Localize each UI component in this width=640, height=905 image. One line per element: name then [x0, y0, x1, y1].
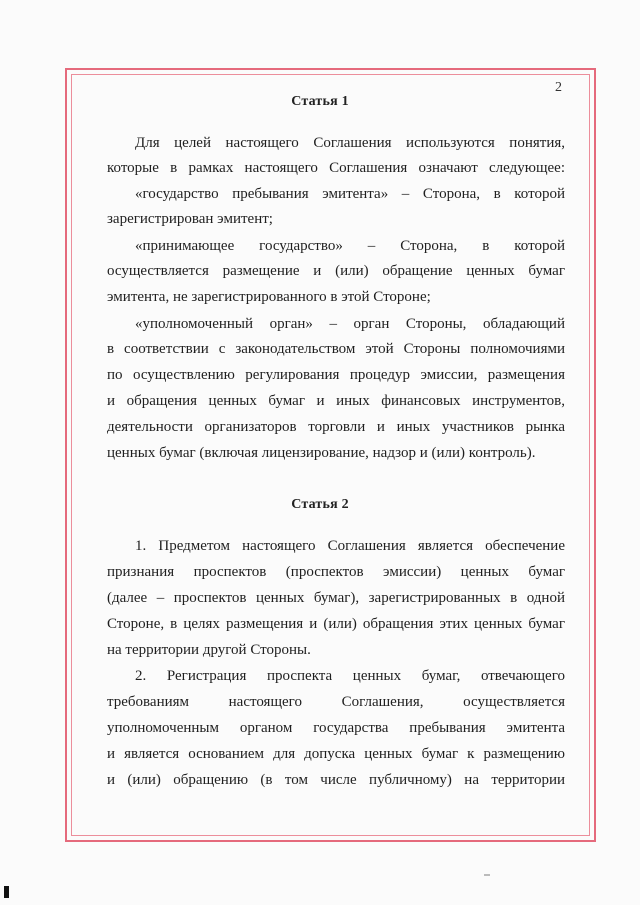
article-2-heading: Статья 2: [291, 497, 349, 512]
text-line: Для целей настоящего Соглашения используются понятия,: [135, 135, 565, 151]
text-line: «государство пребывания эмитента» – Сторона, в которой: [135, 186, 565, 202]
text-line: Стороне, в целях размещения и (или) обращения этих ценных бумаг: [107, 616, 565, 632]
text-line: признания проспектов (проспектов эмиссии) ценных бумаг: [107, 564, 565, 580]
text-line: эмитента, не зарегистрированного в этой Стороне;: [107, 289, 431, 305]
text-line: и (или) обращению (в том числе публичному) на территории: [107, 772, 565, 788]
text-line: по осуществлению регулирования процедур эмиссии, размещения: [107, 367, 565, 383]
text-line: осуществляется размещение и (или) обращение ценных бумаг: [107, 263, 565, 279]
page-number: 2: [555, 80, 562, 95]
text-line: и обращения ценных бумаг и иных финансовых инструментов,: [107, 393, 565, 409]
text-line: «принимающее государство» – Сторона, в которой: [135, 238, 565, 254]
text-line: 2. Регистрация проспекта ценных бумаг, отвечающего: [135, 668, 565, 684]
text-line: на территории другой Стороны.: [107, 642, 311, 658]
text-line: зарегистрирован эмитент;: [107, 211, 273, 227]
text-line: (далее – проспектов ценных бумаг), зарегистрированных в одной: [107, 590, 565, 606]
article-1-heading: Статья 1: [291, 94, 349, 109]
text-line: которые в рамках настоящего Соглашения означают следующее:: [107, 160, 565, 176]
text-line: и является основанием для допуска ценных бумаг к размещению: [107, 746, 565, 762]
text-line: деятельности организаторов торговли и иных участников рынка: [107, 419, 565, 435]
text-line: «уполномоченный орган» – орган Стороны, обладающий: [135, 316, 565, 332]
scan-speck: [484, 874, 490, 876]
text-line: уполномоченным органом государства пребывания эмитента: [107, 720, 565, 736]
text-line: требованиям настоящего Соглашения, осуществляется: [107, 694, 565, 710]
text-line: в соответствии с законодательством этой Стороны полномочиями: [107, 341, 565, 357]
text-line: ценных бумаг (включая лицензирование, надзор и (или) контроль).: [107, 445, 536, 461]
text-line: 1. Предметом настоящего Соглашения является обеспечение: [135, 538, 565, 554]
scan-edge-mark: [4, 886, 9, 898]
